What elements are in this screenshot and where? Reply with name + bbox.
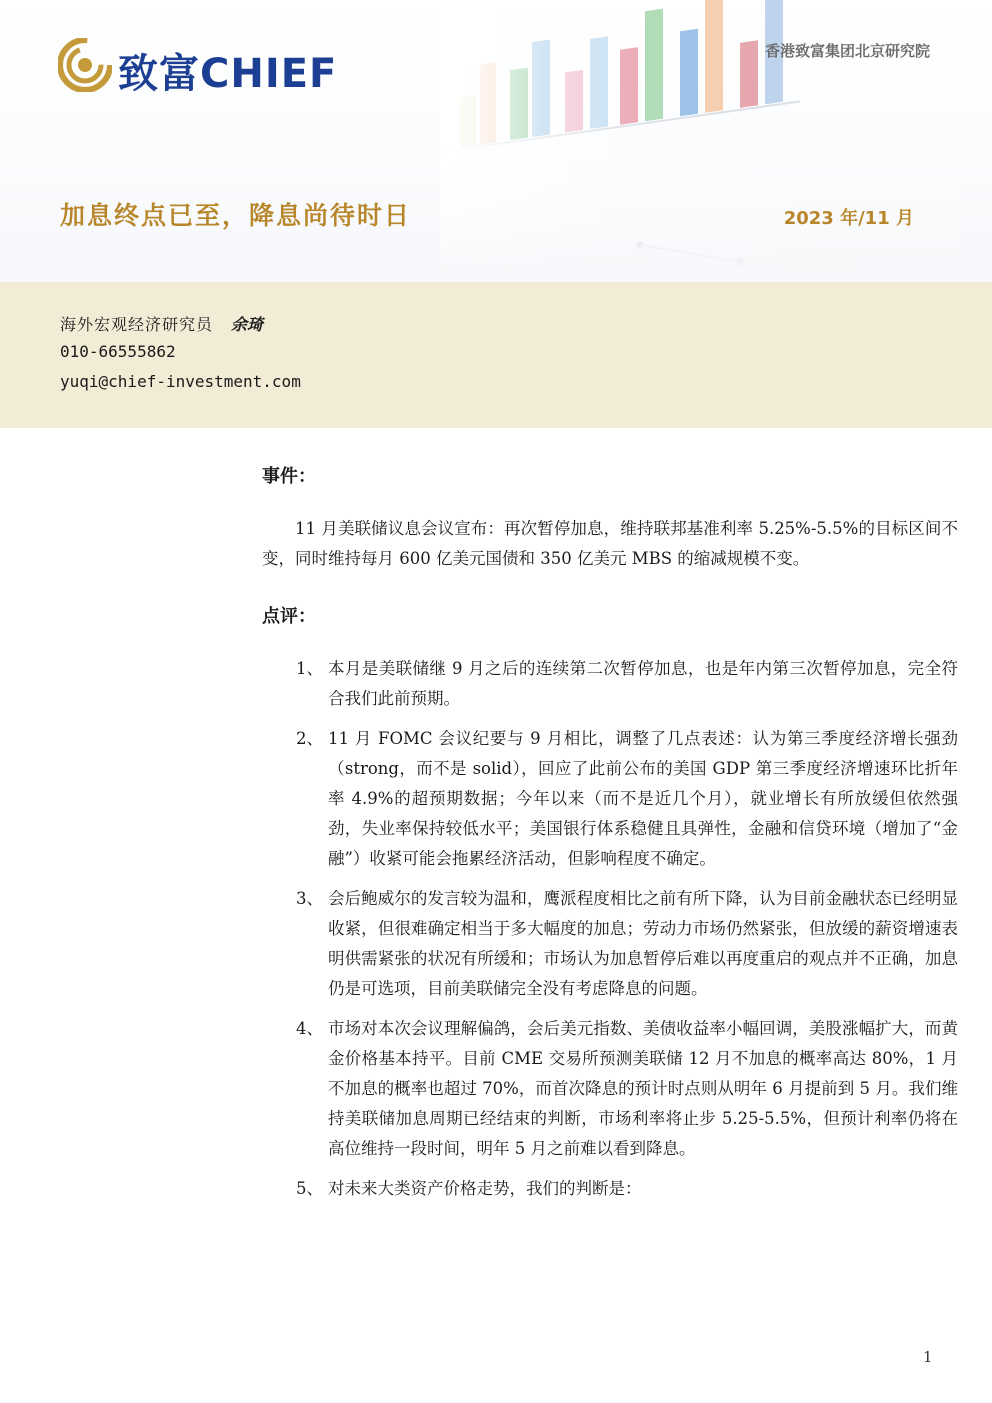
list-item xyxy=(262,1014,958,1164)
list-item-text: 本月是美联储继 9 月之后的连续第二次暂停加息，也是年内第三次暂停加息，完全符合我们此前预期。 xyxy=(328,659,958,708)
analyst-name: 余琦 xyxy=(231,315,264,334)
list-item-text: 11 月 FOMC 会议纪要与 9 月相比，调整了几点表述：认为第三季度经济增长强劲（strong，而不是 solid），回应了此前公布的美国 GDP 第三季度经济增速环比折年率 4.9%的超预期数据；今年以来（而不是近几个月），就业增长有所放缓但依然强劲，失业率保持较低水平；美国银行体系稳健且具弹性，金融和信贷环境（增加了“金融”）收紧可能会拖累经济活动，但影响程度不确定。 xyxy=(328,729,958,868)
comment-list xyxy=(262,654,958,1204)
analyst-info-band xyxy=(0,282,992,428)
analyst-role: 海外宏观经济研究员 xyxy=(60,315,214,334)
list-item xyxy=(262,1174,958,1204)
report-title: 加息终点已至，降息尚待时日 xyxy=(60,201,412,230)
list-item-number: 5、 xyxy=(296,1179,323,1198)
logo-wordmark: 致富CHIEF xyxy=(118,51,338,97)
list-item-text: 对未来大类资产价格走势，我们的判断是： xyxy=(328,1179,642,1198)
analyst-role-row xyxy=(60,312,263,335)
event-paragraph: 11 月美联储议息会议宣布：再次暂停加息，维持联邦基准利率 5.25%-5.5%的目标区间不变，同时维持每月 600 亿美元国债和 350 亿美元 MBS 的缩减规模不变。 xyxy=(262,519,958,568)
analyst-email[interactable]: yuqi@chief-investment.com xyxy=(60,372,301,391)
company-logo xyxy=(58,38,378,98)
list-item-number: 1、 xyxy=(296,659,323,678)
list-item-number: 2、 xyxy=(296,729,323,748)
report-date: 2023 年/11 月 xyxy=(783,208,914,229)
list-item xyxy=(262,884,958,1004)
list-item-text: 市场对本次会议理解偏鸽，会后美元指数、美债收益率小幅回调，美股涨幅扩大，而黄金价格基本持平。目前 CME 交易所预测美联储 12 月不加息的概率高达 80%，1 月不加息的概率也超过 70%，而首次降息的预计时点则从明年 6 月提前到 5 月。我们维持美联储加息周期已经结束的判断，市场利率将止步 5.25-5.5%，但预计利率仍将在高位维持一段时间，明年 5 月之前难以看到降息。 xyxy=(328,1019,958,1158)
list-item-text: 会后鲍威尔的发言较为温和，鹰派程度相比之前有所下降，认为目前金融状态已经明显收紧，但很难确定相当于多大幅度的加息；劳动力市场仍然紧张，但放缓的薪资增速表明供需紧张的状况有所缓和；市场认为加息暂停后难以再度重启的观点并不正确，加息仍是可选项，目前美联储完全没有考虑降息的问题。 xyxy=(328,889,958,998)
report-header xyxy=(0,0,992,282)
chief-spiral-logo-icon xyxy=(58,38,112,92)
report-body xyxy=(262,462,958,1214)
comment-heading: 点评： xyxy=(262,606,316,627)
list-item-number: 3、 xyxy=(296,889,323,908)
list-item xyxy=(262,724,958,874)
analyst-phone: 010-66555862 xyxy=(60,342,176,361)
list-item xyxy=(262,654,958,714)
organization-name: 香港致富集团北京研究院 xyxy=(764,42,930,60)
page-number: 1 xyxy=(923,1348,933,1366)
list-item-number: 4、 xyxy=(296,1019,323,1038)
event-heading: 事件： xyxy=(262,466,316,487)
